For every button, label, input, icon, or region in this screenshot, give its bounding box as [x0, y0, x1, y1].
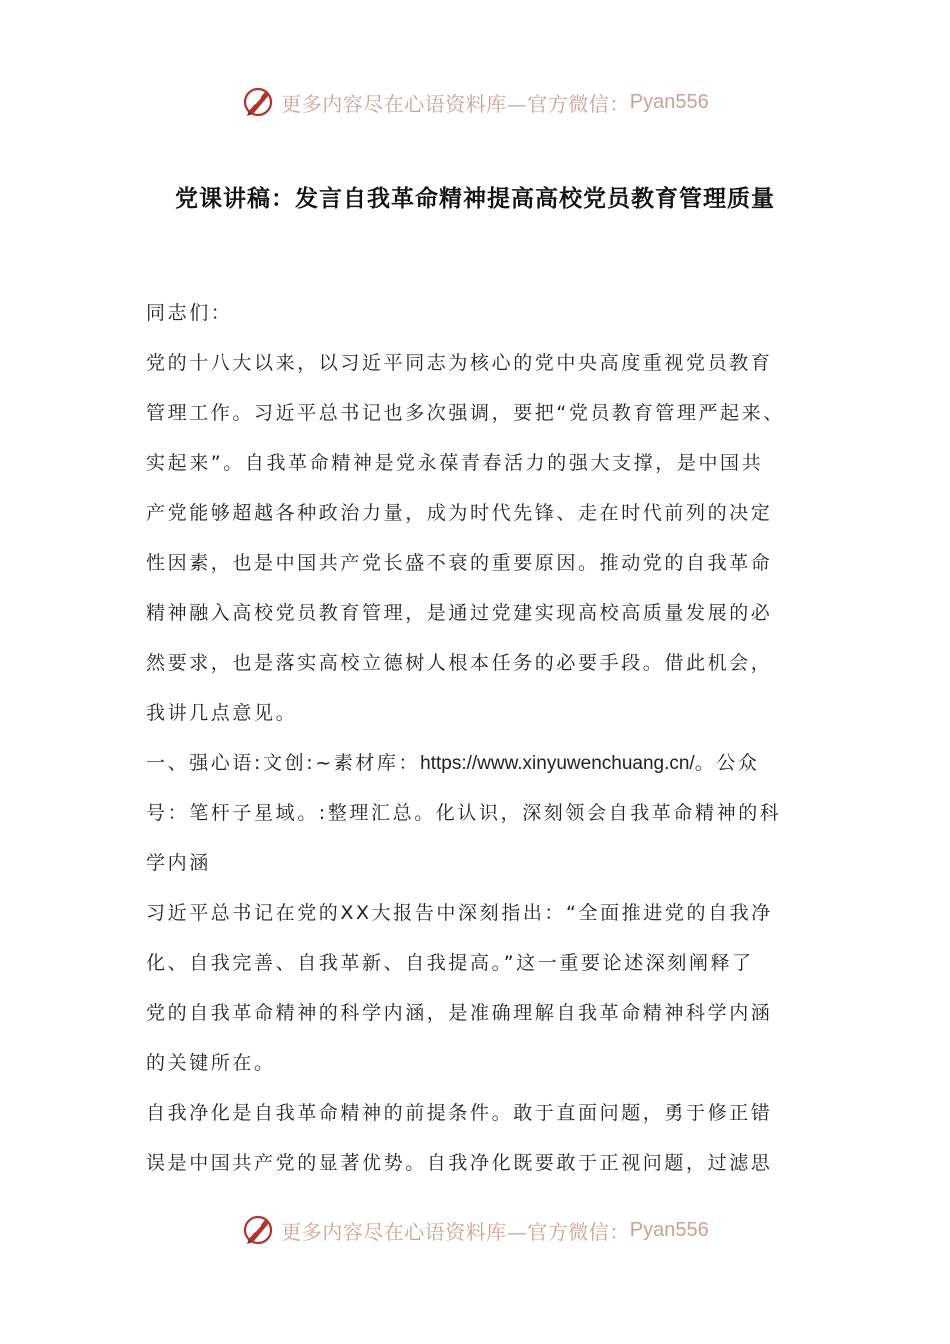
watermark-text: 更多内容尽在心语资料库—官方微信： [281, 91, 630, 116]
document-title: 党课讲稿：发言自我革命精神提高高校党员教育管理质量 [175, 186, 775, 212]
paragraph-line: 我讲几点意见。 [146, 702, 298, 724]
paragraph-line: 党的自我革命精神的科学内涵，是准确理解自我革命精神科学内涵 [146, 1002, 773, 1024]
paragraph-line: 精神融入高校党员教育管理，是通过党建实现高校高质量发展的必 [146, 602, 773, 624]
section-heading-prefix: 一、强心语:文创:~素材库： [146, 752, 421, 774]
pen-logo-icon [241, 1212, 277, 1248]
watermark-wechat-id: Pyan556 [629, 1218, 709, 1241]
paragraph-line: 号：笔杆子星域。:整理汇总。化认识，深刻领会自我革命精神的科 [146, 802, 782, 824]
header-watermark [0, 82, 950, 122]
paragraph-line: 自我净化是自我革命精神的前提条件。敢于直面问题，勇于修正错 [146, 1102, 773, 1124]
footer-watermark [0, 1210, 950, 1250]
paragraph-line: 然要求，也是落实高校立德树人根本任务的必要手段。借此机会， [146, 652, 773, 674]
watermark-wechat-id: Pyan556 [629, 90, 709, 113]
paragraph-line: 的关键所在。 [146, 1052, 276, 1074]
paragraph-line: 化、自我完善、自我革新、自我提高。”这一重要论述深刻阐释了 [146, 952, 754, 974]
website-url: https://www.xinyuwenchuang.cn/ [420, 753, 695, 774]
section-heading-suffix: 。公众 [694, 752, 760, 774]
paragraph-line: 党的十八大以来，以习近平同志为核心的党中央高度重视党员教育 [146, 352, 773, 374]
greeting-line: 同志们： [146, 302, 233, 324]
section-heading-line [146, 743, 826, 793]
pen-logo-icon [241, 84, 277, 120]
paragraph-line: 误是中国共产党的显著优势。自我净化既要敢于正视问题，过滤思 [146, 1152, 773, 1174]
paragraph-line: 实起来”。自我革命精神是党永葆青春活力的强大支撑，是中国共 [146, 452, 764, 474]
paragraph-line: 管理工作。习近平总书记也多次强调，要把“党员教育管理严起来、 [146, 402, 785, 424]
document-body [146, 293, 826, 1193]
paragraph-line: 产党能够超越各种政治力量，成为时代先锋、走在时代前列的决定 [146, 502, 773, 524]
watermark-text: 更多内容尽在心语资料库—官方微信： [281, 1219, 630, 1244]
paragraph-line: 学内涵 [146, 852, 211, 874]
paragraph-line: 性因素，也是中国共产党长盛不衰的重要原因。推动党的自我革命 [146, 552, 773, 574]
paragraph-line: 习近平总书记在党的XX大报告中深刻指出：“全面推进党的自我净 [146, 902, 773, 924]
